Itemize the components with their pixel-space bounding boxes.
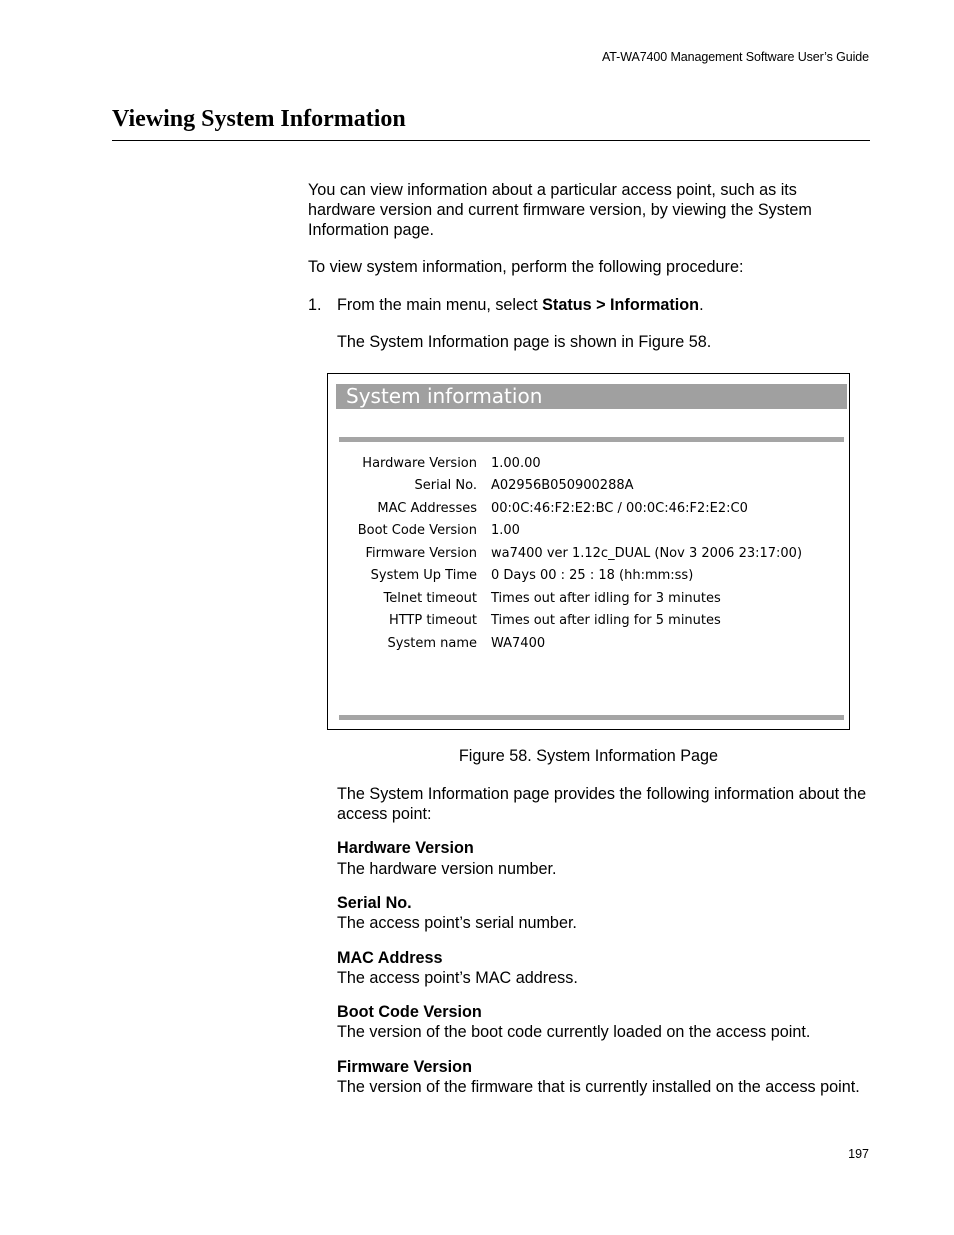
row-value: 1.00.00	[491, 455, 541, 471]
definition-mac-address: The access point’s MAC address.	[337, 969, 578, 987]
figure-caption: Figure 58. System Information Page	[458, 747, 719, 765]
procedure-lead: To view system information, perform the following procedure:	[308, 258, 744, 276]
definition-boot-code-version: The version of the boot code currently loaded on the access point.	[337, 1023, 811, 1041]
definition-serial-no: The access point’s serial number.	[337, 914, 577, 932]
system-info-table	[337, 452, 802, 655]
term-firmware-version: Firmware Version	[337, 1058, 472, 1076]
term-boot-code-version: Boot Code Version	[337, 1003, 482, 1021]
row-label: System name	[387, 635, 477, 651]
figure-divider-bottom	[339, 715, 844, 720]
row-value: wa7400 ver 1.12c_DUAL (Nov 3 2006 23:17:00)	[491, 545, 803, 561]
definition-firmware-version: The version of the firmware that is currently installed on the access point.	[337, 1078, 860, 1096]
row-label: Hardware Version	[362, 455, 477, 471]
table-row	[337, 452, 802, 475]
row-label: MAC Addresses	[377, 500, 477, 516]
menu-path: Status > Information	[542, 296, 700, 314]
term-mac-address: MAC Address	[337, 949, 443, 967]
row-value: A02956B050900288A	[491, 478, 634, 494]
step-text: From the main menu, select	[337, 296, 543, 314]
table-row	[337, 475, 802, 498]
section-title: Viewing System Information	[112, 106, 406, 132]
row-label: HTTP timeout	[388, 613, 477, 629]
step-text-end: .	[699, 296, 704, 314]
table-row	[337, 497, 802, 520]
row-value: Times out after idling for 5 minutes	[491, 613, 721, 629]
table-row	[337, 565, 802, 588]
running-header: AT-WA7400 Management Software User’s Guide	[602, 50, 869, 64]
title-rule	[112, 140, 870, 141]
row-value: 00:0C:46:F2:E2:BC / 00:0C:46:F2:E2:C0	[491, 500, 748, 516]
figure-reference: The System Information page is shown in Figure 58.	[337, 333, 712, 351]
table-row	[337, 610, 802, 633]
row-label: Boot Code Version	[357, 523, 477, 539]
term-serial-no: Serial No.	[337, 894, 412, 912]
page-number: 197	[848, 1147, 869, 1161]
row-label: Telnet timeout	[383, 590, 477, 606]
figure-header-bar	[336, 384, 847, 409]
procedure-step-1	[308, 295, 868, 315]
row-label: Firmware Version	[365, 545, 477, 561]
row-value: 1.00	[491, 523, 520, 539]
table-row	[337, 520, 802, 543]
definition-hardware-version: The hardware version number.	[337, 860, 557, 878]
term-hardware-version: Hardware Version	[337, 839, 474, 857]
description-intro: The System Information page provides the following information about the access point:	[337, 785, 867, 823]
table-row	[337, 632, 802, 655]
figure-divider-top	[339, 437, 844, 442]
row-label: System Up Time	[370, 568, 477, 584]
row-value: 0 Days 00 : 25 : 18 (hh:mm:ss)	[491, 568, 694, 584]
figure-title: System information	[346, 384, 543, 408]
step-number: 1.	[308, 296, 322, 314]
system-information-figure	[327, 373, 850, 730]
intro-paragraph: You can view information about a particular access point, such as its hardware version and current firmware version, by viewing the System Information page.	[308, 181, 812, 239]
row-value: WA7400	[491, 635, 546, 651]
table-row	[337, 542, 802, 565]
row-value: Times out after idling for 3 minutes	[491, 590, 721, 606]
table-row	[337, 587, 802, 610]
row-label: Serial No.	[414, 478, 477, 494]
